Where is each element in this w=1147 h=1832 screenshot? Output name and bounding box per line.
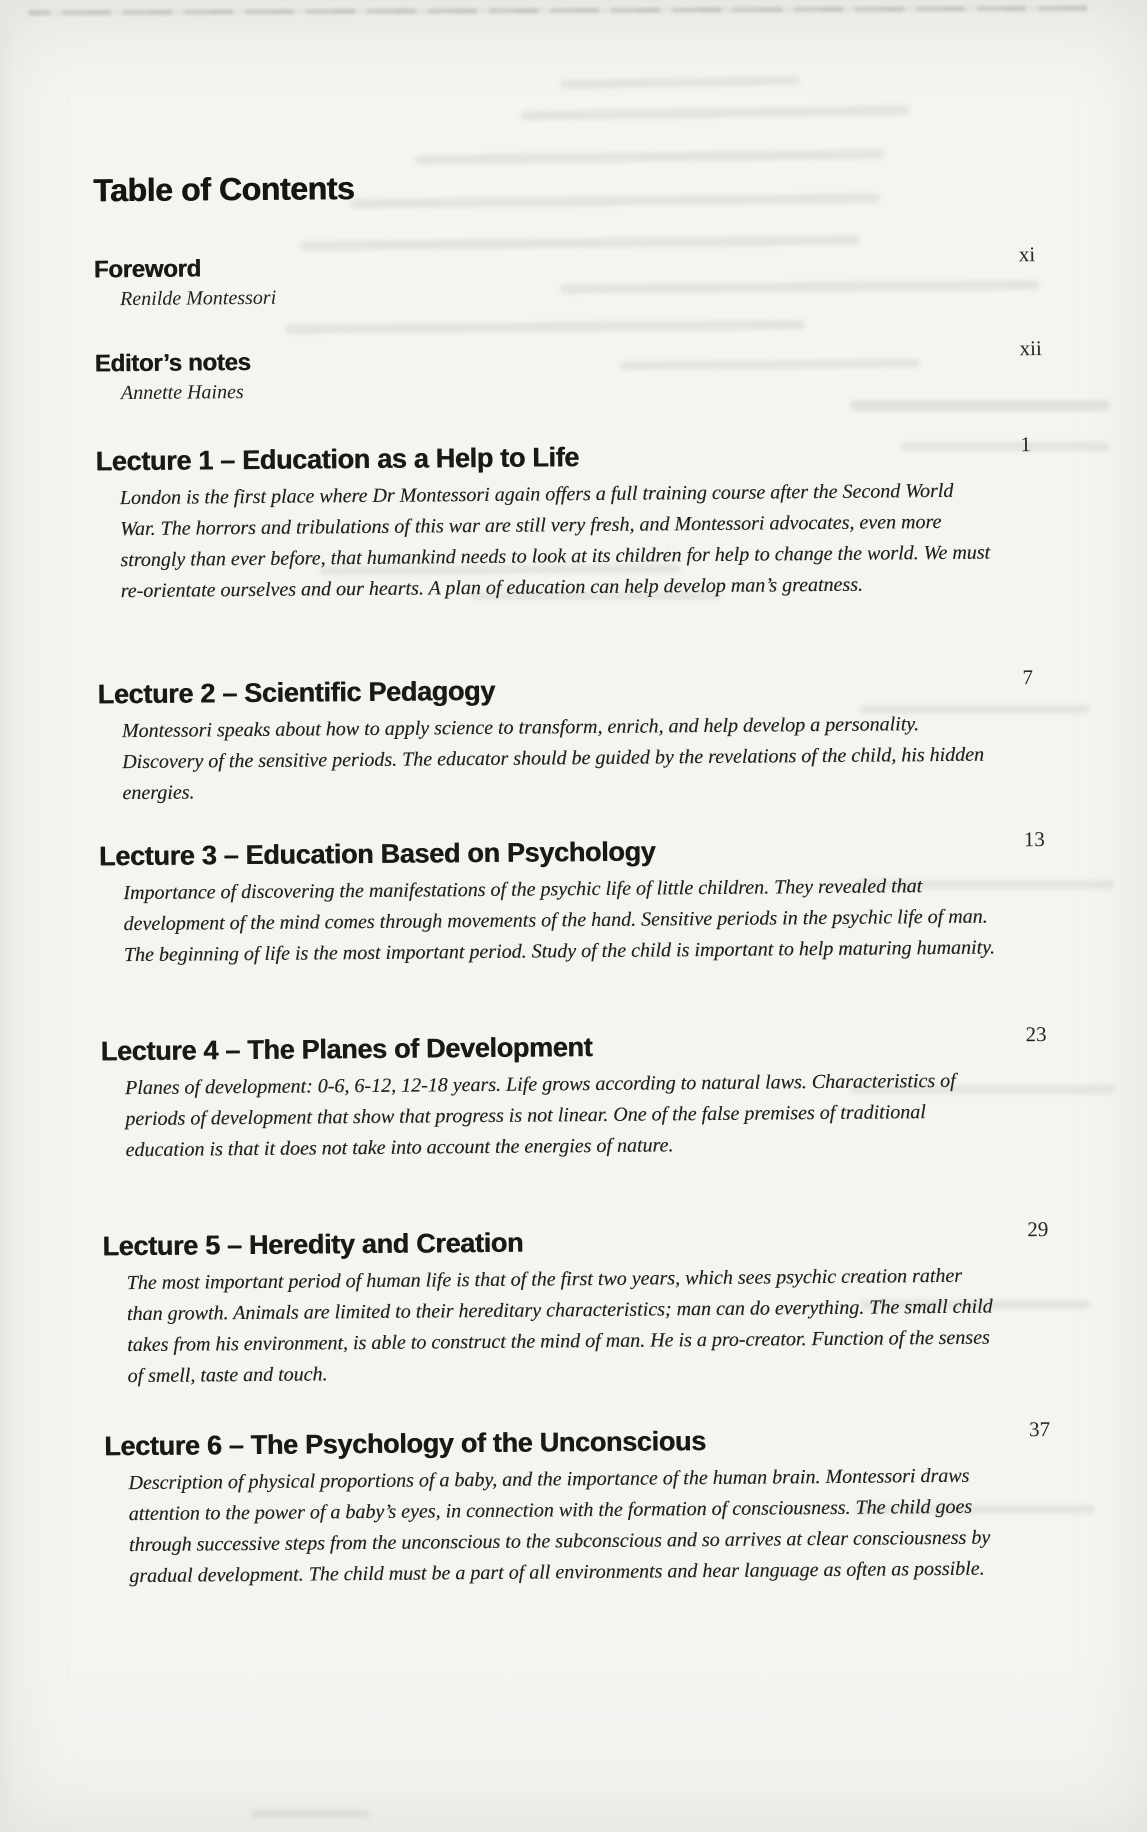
- entry-title: Lecture 1 – Education as a Help to Life: [95, 442, 580, 477]
- page-number: xi: [1018, 242, 1036, 267]
- entry-author: Renilde Montessori: [120, 286, 277, 310]
- toc-entry-lecture-1: [95, 432, 1086, 608]
- entry-title: Foreword: [93, 255, 201, 284]
- entry-description: Montessori speaks about how to apply science to transform, enrich, and help develop a personality. Discovery of the sensitive periods. The educator should be guided by the revelations of the child, his hidden energies.: [121, 713, 985, 805]
- toc-entry-lecture-4: [100, 1022, 1092, 1167]
- page-number: xii: [1019, 336, 1042, 361]
- entry-title: Lecture 6 – The Psychology of the Unconscious: [103, 1426, 706, 1462]
- toc-entry-lecture-6: [103, 1417, 1095, 1593]
- toc-content: [92, 0, 1098, 1832]
- page-number: 7: [1022, 665, 1034, 690]
- entry-title: Editor’s notes: [94, 348, 251, 378]
- entry-title: Lecture 4 – The Planes of Development: [100, 1032, 593, 1067]
- page-title: Table of Contents: [93, 170, 355, 209]
- entry-description: Description of physical proportions of a baby, and the importance of the human brain. Montessori draws attention to the power of a baby’s eyes, in connection with the formation of consciousness. The child goes through successive steps from the unconscious to the subconscious and so arrives at clear consciousness by gradual development. The child must be a part of all environments and hear language as often as possible.: [128, 1464, 991, 1588]
- page-number: 1: [1020, 432, 1032, 457]
- scan-edge-shadow: [0, 0, 14, 1832]
- toc-entry-lecture-5: [102, 1217, 1093, 1393]
- page-number: 37: [1028, 1417, 1051, 1442]
- entry-description: Importance of discovering the manifestations of the psychic life of little children. They revealed that development of the mind comes through movements of the hand. Sensitive periods in the psychic life of man. The beginning of life is the most important period. Study of the child is important to help maturing humanity.: [123, 875, 995, 967]
- entry-title: Lecture 2 – Scientific Pedagogy: [97, 675, 496, 710]
- entry-description: Planes of development: 0-6, 6-12, 12-18 years. Life grows according to natural laws. Characteristics of periods of development that show that progress is not linear. One of the false premises of traditional education is that it does not take into account the energies of nature.: [124, 1069, 956, 1162]
- page-number: 29: [1027, 1217, 1049, 1242]
- entry-description: London is the first place where Dr Montessori again offers a full training course after the Second World War. The horrors and tribulations of this war are still very fresh, and Montessori advocates, even more strongly than ever before, that humankind needs to look at its children for help to change the world. We must re-orientate ourselves and our hearts. A plan of education can help develop man’s greatness.: [119, 479, 991, 603]
- toc-entry-editors-notes: [94, 336, 1085, 405]
- page-number: 23: [1025, 1022, 1047, 1047]
- entry-title: Lecture 3 – Education Based on Psychology: [98, 836, 656, 872]
- toc-entry-lecture-3: [98, 827, 1090, 972]
- toc-entry-lecture-2: [97, 665, 1088, 810]
- entry-title: Lecture 5 – Heredity and Creation: [102, 1227, 524, 1262]
- entry-author: Annette Haines: [120, 380, 244, 404]
- entry-description: The most important period of human life is that of the first two years, which sees psychic creation rather than growth. Animals are limited to their hereditary characteristics; man can do everything. The small child takes from his environment, is able to construct the mind of man. He is a pro-creator. Function of the senses of smell, taste and touch.: [126, 1264, 993, 1388]
- toc-entry-foreword: [93, 242, 1084, 311]
- page-number: 13: [1023, 827, 1045, 852]
